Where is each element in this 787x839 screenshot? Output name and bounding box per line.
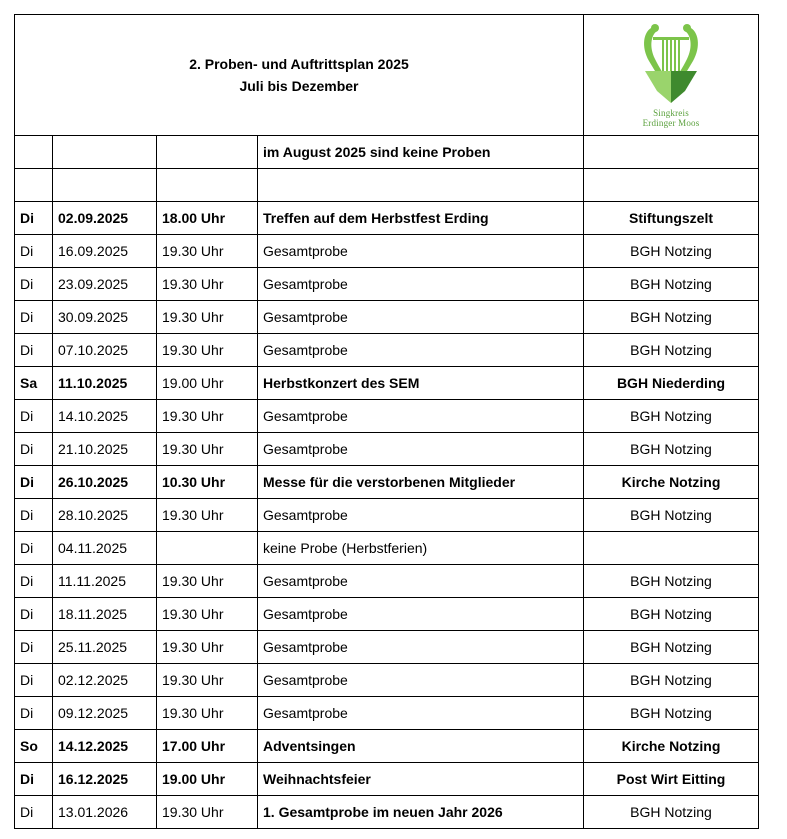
time-cell: 19.30 Uhr: [157, 598, 258, 631]
time-cell: 19.30 Uhr: [157, 334, 258, 367]
date-cell: 14.12.2025: [53, 730, 157, 763]
event-cell: Herbstkonzert des SEM: [258, 367, 584, 400]
event-cell: Gesamtprobe: [258, 334, 584, 367]
table-row: [15, 730, 759, 763]
date-cell: 02.09.2025: [53, 202, 157, 235]
day-cell: Di: [15, 664, 53, 697]
event-cell: Gesamtprobe: [258, 697, 584, 730]
event-cell: Gesamtprobe: [258, 268, 584, 301]
time-cell: 19.30 Uhr: [157, 565, 258, 598]
header-row: [15, 15, 759, 136]
time-cell: 19.30 Uhr: [157, 697, 258, 730]
location-cell: BGH Niederding: [584, 367, 759, 400]
event-cell: 1. Gesamtprobe im neuen Jahr 2026: [258, 796, 584, 829]
day-cell: Di: [15, 400, 53, 433]
table-row: [15, 664, 759, 697]
notice-text: im August 2025 sind keine Proben: [258, 136, 584, 169]
date-cell: 30.09.2025: [53, 301, 157, 334]
table-row: [15, 202, 759, 235]
day-cell: Sa: [15, 367, 53, 400]
table-row: [15, 235, 759, 268]
table-row: [15, 499, 759, 532]
time-cell: 17.00 Uhr: [157, 730, 258, 763]
logo: [584, 15, 759, 136]
date-cell: 07.10.2025: [53, 334, 157, 367]
time-cell: 19.30 Uhr: [157, 796, 258, 829]
location-cell: BGH Notzing: [584, 697, 759, 730]
logo-text-line-1: Singkreis: [653, 108, 689, 118]
table-row: [15, 631, 759, 664]
table-row: [15, 301, 759, 334]
date-cell: 09.12.2025: [53, 697, 157, 730]
time-cell: 19.30 Uhr: [157, 433, 258, 466]
day-cell: Di: [15, 697, 53, 730]
date-cell: 25.11.2025: [53, 631, 157, 664]
table-row: [15, 565, 759, 598]
time-cell: 19.30 Uhr: [157, 235, 258, 268]
location-cell: Stiftungszelt: [584, 202, 759, 235]
date-cell: 11.10.2025: [53, 367, 157, 400]
table-row: [15, 367, 759, 400]
event-cell: keine Probe (Herbstferien): [258, 532, 584, 565]
event-cell: Gesamtprobe: [258, 664, 584, 697]
table-row: [15, 598, 759, 631]
day-cell: Di: [15, 565, 53, 598]
day-cell: Di: [15, 796, 53, 829]
date-cell: 04.11.2025: [53, 532, 157, 565]
time-cell: 19.00 Uhr: [157, 367, 258, 400]
date-cell: 21.10.2025: [53, 433, 157, 466]
time-cell: 19.30 Uhr: [157, 301, 258, 334]
schedule-table: [14, 14, 759, 829]
table-row: [15, 433, 759, 466]
logo-text-line-2: Erdinger Moos: [642, 118, 700, 128]
day-cell: Di: [15, 433, 53, 466]
location-cell: BGH Notzing: [584, 664, 759, 697]
day-cell: Di: [15, 268, 53, 301]
table-row: [15, 697, 759, 730]
day-cell: So: [15, 730, 53, 763]
location-cell: BGH Notzing: [584, 631, 759, 664]
lyre-icon: [631, 21, 711, 105]
day-cell: Di: [15, 235, 53, 268]
table-row: [15, 466, 759, 499]
day-cell: Di: [15, 763, 53, 796]
time-cell: 19.30 Uhr: [157, 268, 258, 301]
location-cell: BGH Notzing: [584, 268, 759, 301]
table-row: [15, 796, 759, 829]
day-cell: Di: [15, 301, 53, 334]
location-cell: Kirche Notzing: [584, 466, 759, 499]
location-cell: BGH Notzing: [584, 334, 759, 367]
location-cell: BGH Notzing: [584, 598, 759, 631]
date-cell: 02.12.2025: [53, 664, 157, 697]
day-cell: Di: [15, 532, 53, 565]
day-cell: Di: [15, 499, 53, 532]
event-cell: Gesamtprobe: [258, 400, 584, 433]
event-cell: Messe für die verstorbenen Mitglieder: [258, 466, 584, 499]
table-row: [15, 334, 759, 367]
event-cell: Gesamtprobe: [258, 235, 584, 268]
location-cell: BGH Notzing: [584, 301, 759, 334]
time-cell: 19.30 Uhr: [157, 499, 258, 532]
event-cell: Gesamtprobe: [258, 499, 584, 532]
table-row: [15, 400, 759, 433]
location-cell: [584, 532, 759, 565]
table-row: [15, 268, 759, 301]
day-cell: Di: [15, 202, 53, 235]
event-cell: Gesamtprobe: [258, 301, 584, 334]
day-cell: Di: [15, 334, 53, 367]
location-cell: BGH Notzing: [584, 433, 759, 466]
date-cell: 16.09.2025: [53, 235, 157, 268]
event-cell: Gesamtprobe: [258, 433, 584, 466]
time-cell: 19.30 Uhr: [157, 631, 258, 664]
time-cell: 19.00 Uhr: [157, 763, 258, 796]
event-cell: Adventsingen: [258, 730, 584, 763]
time-cell: [157, 532, 258, 565]
event-cell: Gesamtprobe: [258, 565, 584, 598]
location-cell: BGH Notzing: [584, 400, 759, 433]
empty-row: [15, 169, 759, 202]
time-cell: 18.00 Uhr: [157, 202, 258, 235]
date-cell: 23.09.2025: [53, 268, 157, 301]
location-cell: BGH Notzing: [584, 565, 759, 598]
location-cell: BGH Notzing: [584, 235, 759, 268]
table-row: [15, 763, 759, 796]
date-cell: 18.11.2025: [53, 598, 157, 631]
date-cell: 26.10.2025: [53, 466, 157, 499]
date-cell: 11.11.2025: [53, 565, 157, 598]
day-cell: Di: [15, 598, 53, 631]
date-cell: 16.12.2025: [53, 763, 157, 796]
location-cell: Kirche Notzing: [584, 730, 759, 763]
notice-row: [15, 136, 759, 169]
table-row: [15, 532, 759, 565]
location-cell: BGH Notzing: [584, 796, 759, 829]
day-cell: Di: [15, 631, 53, 664]
location-cell: BGH Notzing: [584, 499, 759, 532]
page-title: [15, 15, 584, 136]
event-cell: Gesamtprobe: [258, 631, 584, 664]
date-cell: 13.01.2026: [53, 796, 157, 829]
title-line-1: 2. Proben- und Auftrittsplan 2025: [189, 56, 409, 72]
location-cell: Post Wirt Eitting: [584, 763, 759, 796]
event-cell: Treffen auf dem Herbstfest Erding: [258, 202, 584, 235]
title-line-2: Juli bis Dezember: [239, 78, 359, 94]
date-cell: 14.10.2025: [53, 400, 157, 433]
event-cell: Weihnachtsfeier: [258, 763, 584, 796]
time-cell: 19.30 Uhr: [157, 400, 258, 433]
date-cell: 28.10.2025: [53, 499, 157, 532]
time-cell: 19.30 Uhr: [157, 664, 258, 697]
day-cell: Di: [15, 466, 53, 499]
time-cell: 10.30 Uhr: [157, 466, 258, 499]
event-cell: Gesamtprobe: [258, 598, 584, 631]
